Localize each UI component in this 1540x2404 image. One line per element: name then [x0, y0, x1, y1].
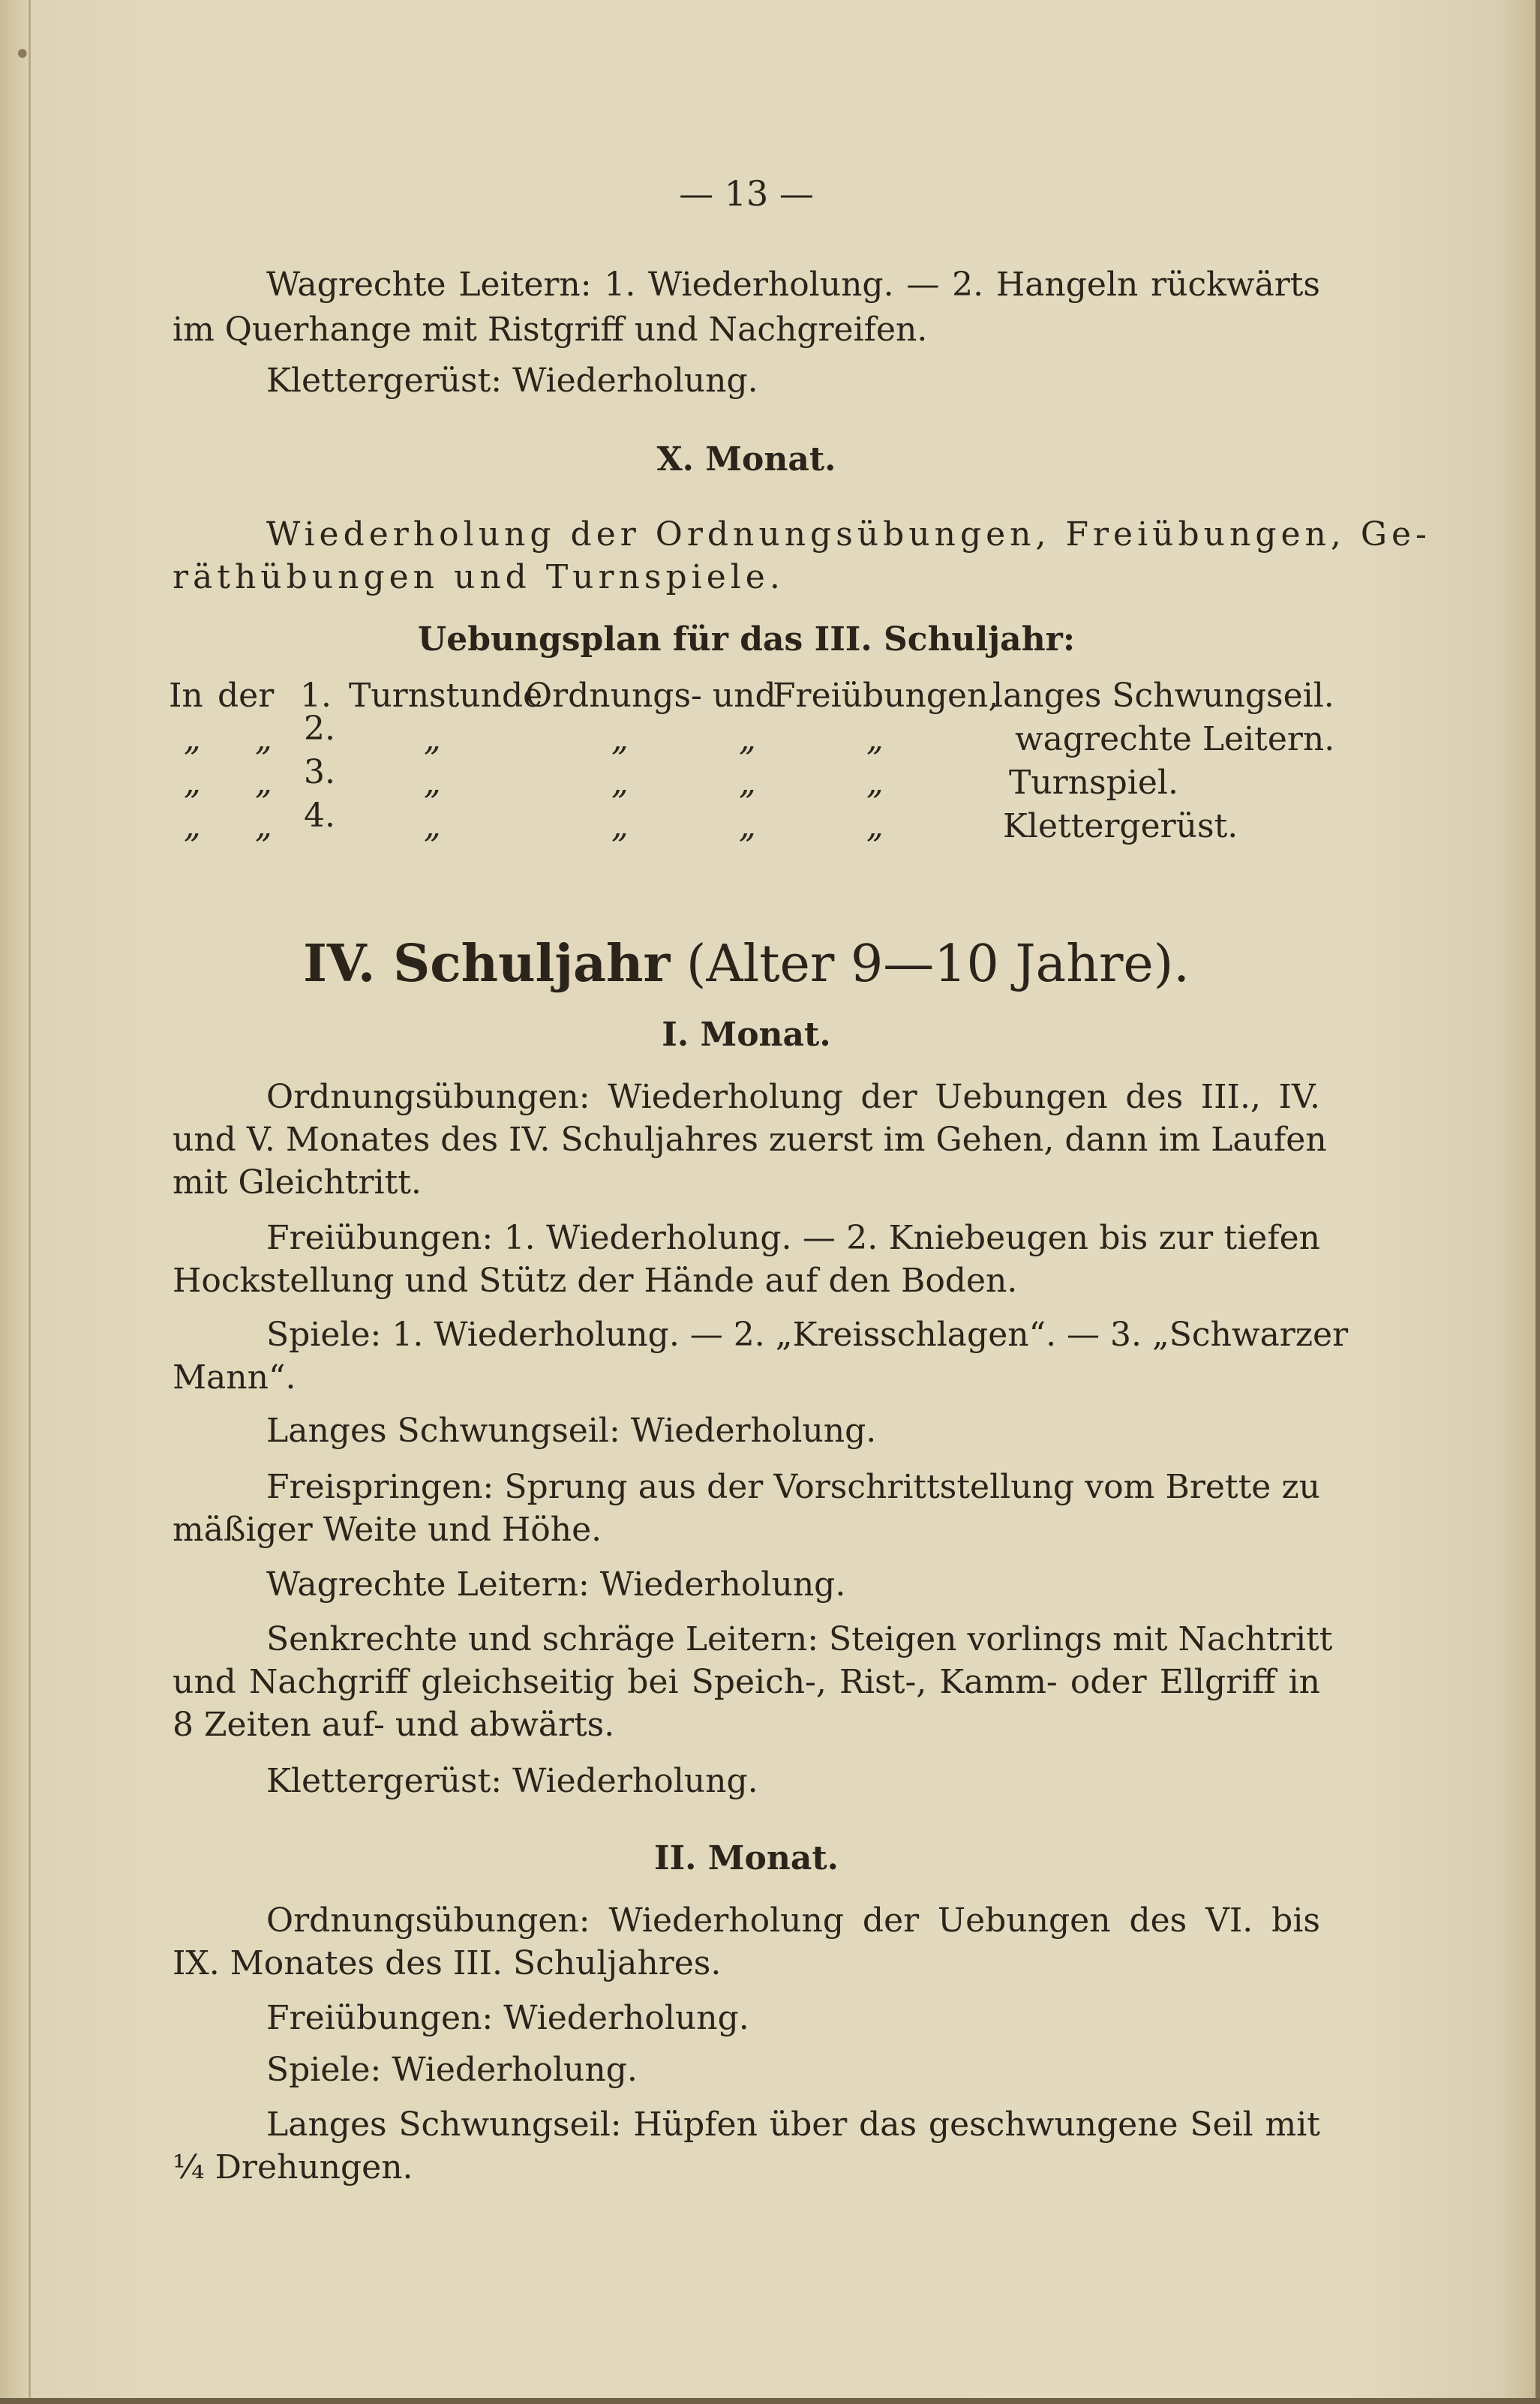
month-i-p5-line-1: Freispringen: Sprung aus der Vorschrittstellung vom Brette zu	[266, 1468, 1320, 1506]
month-x-line-1: Wiederholung der Ordnungsübungen, Freiübungen, Ge-	[266, 515, 1431, 554]
intro-line-3: Klettergerüst: Wiederholung.	[266, 362, 758, 400]
page-bottom-edge	[0, 2398, 1540, 2404]
margin-smudge: •	[14, 38, 32, 72]
ditto-mark: „	[424, 720, 441, 758]
plan-number: 2.	[304, 710, 335, 748]
month-i-heading: I. Monat.	[662, 1016, 831, 1054]
plan-number: 3.	[304, 753, 335, 791]
ditto-mark: „	[184, 807, 201, 845]
plan-number: 4.	[304, 797, 335, 835]
ditto-mark: „	[739, 807, 756, 845]
month-i-p1-line-1: Ordnungsübungen: Wiederholung der Uebungen des III., IV.	[266, 1078, 1320, 1116]
month-i-p4: Langes Schwungseil: Wiederholung.	[266, 1412, 877, 1450]
ditto-mark: „	[424, 807, 441, 845]
month-i-p2-line-2: Hockstellung und Stütz der Hände auf den Boden.	[173, 1262, 1018, 1300]
month-i-p5-line-2: mäßiger Weite und Höhe.	[173, 1511, 602, 1549]
ditto-mark: „	[611, 720, 629, 758]
month-i-p8: Klettergerüst: Wiederholung.	[266, 1762, 758, 1800]
month-ii-p1-line-1: Ordnungsübungen: Wiederholung der Uebungen des VI. bis	[266, 1901, 1320, 1940]
ditto-mark: „	[866, 764, 884, 802]
ditto-mark: „	[255, 720, 272, 758]
ditto-mark: „	[866, 720, 884, 758]
plan-row-2	[169, 710, 1339, 762]
month-ii-p3: Spiele: Wiederholung.	[266, 2051, 638, 2089]
month-x-heading: X. Monat.	[656, 440, 836, 479]
plan-row-4	[169, 797, 1339, 849]
plan-cell: Freiübungen,	[773, 677, 999, 715]
plan-activity: langes Schwungseil.	[992, 677, 1334, 715]
plan-activity: wagrechte Leitern.	[1015, 720, 1335, 758]
ditto-mark: „	[424, 764, 441, 802]
page-binding-edge	[29, 0, 31, 2404]
year-iv-title	[173, 934, 1320, 995]
plan-cell: Ordnungs- und	[525, 677, 776, 715]
month-i-p1-line-3: mit Gleichtritt.	[173, 1163, 422, 1202]
intro-line-1: Wagrechte Leitern: 1. Wiederholung. — 2. Hangeln rückwärts	[266, 266, 1320, 304]
page-right-edge	[1535, 0, 1540, 2404]
month-ii-p4-line-2: ¼ Drehungen.	[173, 2148, 413, 2186]
plan-activity: Turnspiel.	[1009, 764, 1178, 802]
ditto-mark: „	[255, 807, 272, 845]
month-i-p1-line-2: und V. Monates des IV. Schuljahres zuerst im Gehen, dann im Laufen	[173, 1121, 1327, 1159]
month-ii-heading: II. Monat.	[654, 1839, 839, 1877]
ditto-mark: „	[611, 764, 629, 802]
month-i-p3-line-1: Spiele: 1. Wiederholung. — 2. „Kreisschlagen“. — 3. „Schwarzer	[266, 1316, 1349, 1354]
month-i-p7-line-1: Senkrechte und schräge Leitern: Steigen vorlings mit Nachtritt	[266, 1620, 1333, 1658]
plan-number: 1.	[300, 677, 332, 715]
plan-cell: der	[218, 677, 275, 715]
ditto-mark: „	[184, 720, 201, 758]
plan-cell: Turnstunde	[349, 677, 543, 715]
plan-heading: Uebungsplan für das III. Schuljahr:	[417, 620, 1076, 659]
plan-cell: In	[169, 677, 203, 715]
month-ii-p2: Freiübungen: Wiederholung.	[266, 1999, 749, 2037]
month-i-p7-line-3: 8 Zeiten auf- und abwärts.	[173, 1706, 615, 1744]
month-i-p7-line-2: und Nachgriff gleichseitig bei Speich-, Rist-, Kamm- oder Ellgriff in	[173, 1663, 1320, 1701]
ditto-mark: „	[255, 764, 272, 802]
ditto-mark: „	[739, 720, 756, 758]
page-number: — 13 —	[679, 173, 814, 214]
month-i-p6: Wagrechte Leitern: Wiederholung.	[266, 1565, 846, 1604]
ditto-mark: „	[866, 807, 884, 845]
plan-activity: Klettergerüst.	[1003, 807, 1238, 845]
year-iv-title-main: IV. Schuljahr	[303, 934, 671, 994]
ditto-mark: „	[184, 764, 201, 802]
intro-line-2: im Querhange mit Ristgriff und Nachgreifen.	[173, 311, 928, 349]
month-i-p2-line-1: Freiübungen: 1. Wiederholung. — 2. Kniebeugen bis zur tiefen	[266, 1219, 1320, 1257]
month-x-line-2: räthübungen und Turnspiele.	[173, 558, 785, 596]
month-i-p3-line-2: Mann“.	[173, 1358, 296, 1397]
ditto-mark: „	[611, 807, 629, 845]
plan-row-3	[169, 753, 1339, 806]
month-ii-p4-line-1: Langes Schwungseil: Hüpfen über das geschwungene Seil mit	[266, 2105, 1320, 2144]
month-ii-p1-line-2: IX. Monates des III. Schuljahres.	[173, 1944, 722, 1982]
ditto-mark: „	[739, 764, 756, 802]
plan-row-1	[169, 677, 1339, 719]
year-iv-title-age: (Alter 9—10 Jahre).	[686, 935, 1190, 994]
